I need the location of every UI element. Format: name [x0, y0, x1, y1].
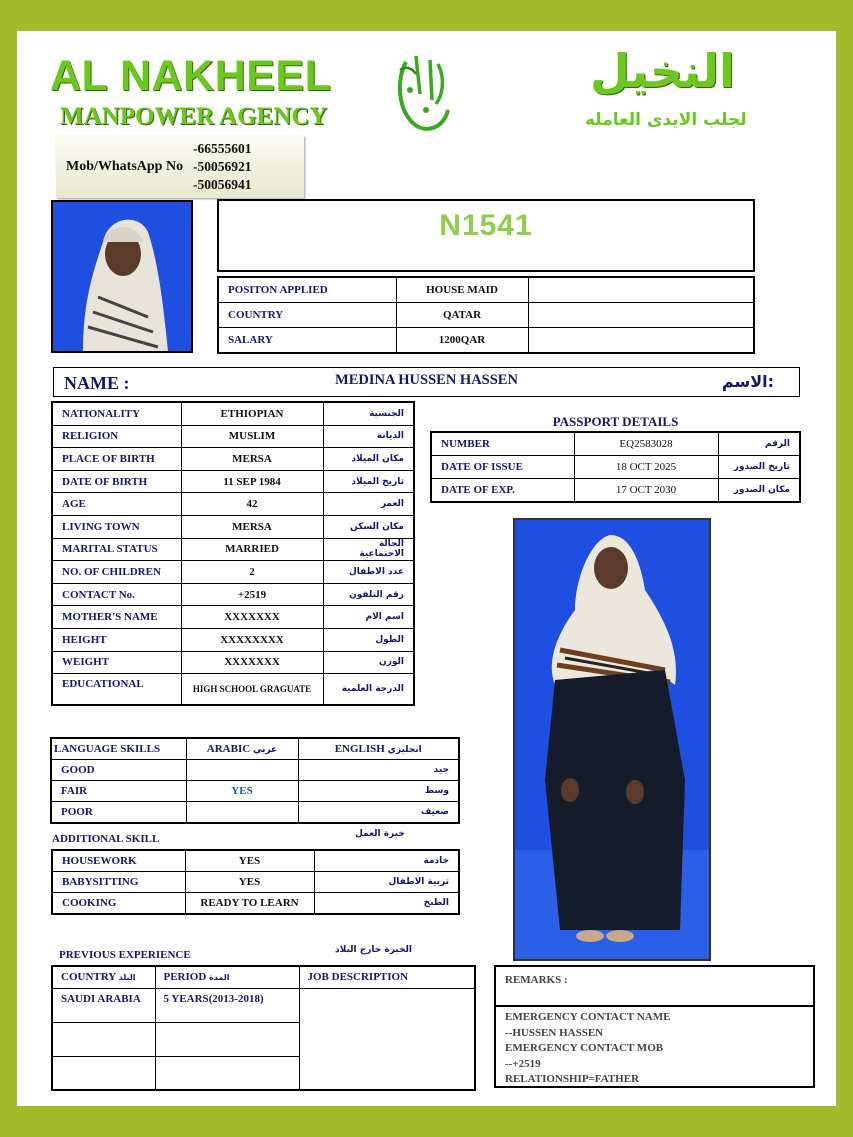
cell-label-ar: الحالة الاجتماعية	[323, 538, 414, 561]
remarks-box	[494, 965, 815, 1088]
cell-label: DATE OF ISSUE	[431, 456, 574, 479]
column-header	[155, 966, 299, 988]
cell-label-ar: ضعيف	[298, 802, 459, 824]
cell-empty	[528, 303, 754, 328]
column-header-text: ARABIC	[206, 743, 251, 755]
cell-label-ar: تاريخ الميلاد	[323, 470, 414, 493]
table-row	[52, 515, 414, 538]
table-row	[52, 674, 414, 705]
cell-label-ar: مكان الصدور	[718, 479, 800, 503]
column-header	[52, 966, 155, 988]
column-header-ar: المدة	[209, 973, 230, 983]
remarks-line: --+2519	[505, 1057, 541, 1070]
cell-value: XXXXXXXX	[181, 628, 323, 651]
table-row	[218, 303, 754, 328]
table-row	[431, 432, 800, 456]
cell-label-ar: الجنسية	[323, 402, 414, 425]
cell-value: MERSA	[181, 515, 323, 538]
cell-value: MUSLIM	[181, 425, 323, 448]
column-header: JOB DESCRIPTION	[299, 966, 475, 988]
cell-label-ar: العمر	[323, 493, 414, 516]
cell-label-ar: الرقم	[718, 432, 800, 456]
cell-value: 42	[181, 493, 323, 516]
name-bar	[53, 367, 800, 397]
cell-label: SALARY	[218, 328, 396, 354]
cell-label: FAIR	[51, 781, 186, 802]
cell-label: DATE OF EXP.	[431, 479, 574, 503]
column-header	[298, 738, 459, 760]
cell-label: HOUSEWORK	[52, 850, 185, 872]
cell-value: YES	[185, 850, 314, 872]
cell-value: XXXXXXX	[181, 606, 323, 629]
logo-subtitle-ar: لجلب الايدى العامله	[585, 110, 747, 130]
table-row	[52, 583, 414, 606]
cell-label: RELIGION	[52, 425, 181, 448]
remarks-label: REMARKS :	[505, 974, 568, 986]
cell-label-ar: جيد	[298, 760, 459, 781]
cell-label: PLACE OF BIRTH	[52, 448, 181, 471]
contact-number: -50056921	[193, 159, 252, 174]
logo-text-en: AL NAKHEEL	[50, 52, 332, 100]
table-row	[51, 760, 459, 781]
remarks-divider	[496, 1005, 813, 1007]
cell-empty	[52, 1056, 155, 1090]
cell-label-ar: رقم التلفون	[323, 583, 414, 606]
cell-label: POOR	[51, 802, 186, 824]
table-row	[52, 425, 414, 448]
cell-label: GOOD	[51, 760, 186, 781]
table-row	[52, 893, 459, 915]
table-row	[52, 850, 459, 872]
cell-label: MARITAL STATUS	[52, 538, 181, 561]
cell-empty	[155, 1022, 299, 1056]
cell-empty	[299, 988, 475, 1090]
cell-label-ar: وسط	[298, 781, 459, 802]
additional-skills-table	[51, 849, 460, 915]
contact-number: -50056941	[193, 177, 252, 192]
cell-label-ar: مكان الميلاد	[323, 448, 414, 471]
cell-label-ar: الدرجة العلمية	[323, 674, 414, 705]
contact-number: -66555601	[193, 141, 252, 156]
remarks-line: EMERGENCY CONTACT NAME	[505, 1011, 671, 1023]
cell-empty	[155, 1056, 299, 1090]
column-header: LANGUAGE SKILLS	[51, 738, 186, 760]
cell-label: POSITON APPLIED	[218, 277, 396, 303]
cell-label: NO. OF CHILDREN	[52, 561, 181, 584]
cell-value: YES	[185, 872, 314, 893]
cell-value: HOUSE MAID	[396, 277, 528, 303]
column-header-ar: عربي	[252, 745, 278, 755]
cell-label: COOKING	[52, 893, 185, 915]
cell-value: 18 OCT 2025	[574, 456, 718, 479]
cell-label-ar: عدد الاطفال	[323, 561, 414, 584]
cell-label-ar: الطول	[323, 628, 414, 651]
cell-value: 11 SEP 1984	[181, 470, 323, 493]
cell-empty	[528, 328, 754, 354]
table-row	[52, 606, 414, 629]
cell-value: MARRIED	[181, 538, 323, 561]
cell-label: BABYSITTING	[52, 872, 185, 893]
table-row	[52, 561, 414, 584]
cell-value	[186, 760, 298, 781]
language-skills-table	[50, 737, 460, 824]
cell-label-ar: الوزن	[323, 651, 414, 674]
personal-info-table	[51, 401, 415, 706]
table-row	[52, 402, 414, 425]
cell-value: +2519	[181, 583, 323, 606]
cell-label-ar: مكان السكن	[323, 515, 414, 538]
column-header-ar: انجليزي	[387, 745, 422, 755]
cell-empty	[52, 1022, 155, 1056]
table-row	[52, 988, 475, 1022]
cell-value: XXXXXXX	[181, 651, 323, 674]
cell-value: QATAR	[396, 303, 528, 328]
cell-value: 1200QAR	[396, 328, 528, 354]
name-label: NAME :	[64, 373, 130, 393]
cell-label: MOTHER'S NAME	[52, 606, 181, 629]
logo-text-ar: النخيل	[590, 44, 735, 98]
calligraphy-logo-icon	[386, 50, 460, 136]
remarks-content	[505, 1010, 670, 1088]
cell-label: CONTACT No.	[52, 583, 181, 606]
cell-value: EQ2583028	[574, 432, 718, 456]
cell-value: SAUDI ARABIA	[52, 988, 155, 1022]
cell-label-ar: تربية الاطفال	[314, 872, 459, 893]
cell-label: WEIGHT	[52, 651, 181, 674]
cell-value: 17 OCT 2030	[574, 479, 718, 503]
passport-table	[430, 431, 801, 503]
contact-label: Mob/WhatsApp No	[66, 159, 184, 174]
remarks-line: RELATIONSHIP=FATHER	[505, 1073, 640, 1086]
cell-label-ar: تاريخ الصدور	[718, 456, 800, 479]
cell-value: 2	[181, 561, 323, 584]
table-row	[52, 651, 414, 674]
reference-box	[217, 199, 755, 272]
table-row	[52, 966, 475, 988]
passport-title: PASSPORT DETAILS	[552, 414, 679, 429]
cell-label: EDUCATIONAL	[52, 674, 181, 705]
cell-label-ar: اسم الام	[323, 606, 414, 629]
full-body-photo	[513, 518, 711, 961]
table-row	[218, 277, 754, 303]
table-row	[51, 738, 459, 760]
table-row	[52, 448, 414, 471]
experience-title: PREVIOUS EXPERIENCE	[59, 949, 191, 961]
table-row	[431, 479, 800, 503]
remarks-line: --HUSSEN HASSEN	[505, 1026, 604, 1039]
cell-value: MERSA	[181, 448, 323, 471]
position-table	[217, 276, 755, 354]
experience-title-ar: الخبرة خارج البلاد	[335, 945, 412, 955]
portrait-photo	[51, 200, 193, 353]
cell-value	[186, 802, 298, 824]
cell-value: 5 YEARS(2013-2018)	[155, 988, 299, 1022]
additional-skill-title-ar: خبرة العمل	[355, 829, 405, 839]
table-row	[52, 538, 414, 561]
table-row	[51, 781, 459, 802]
cell-value: READY TO LEARN	[185, 893, 314, 915]
column-header-text: COUNTRY	[61, 971, 116, 984]
cell-label: NUMBER	[431, 432, 574, 456]
table-row	[52, 493, 414, 516]
cell-value: HIGH SCHOOL GRAGUATE	[181, 674, 323, 705]
column-header-text: PERIOD	[163, 971, 207, 984]
candidate-name: MEDINA HUSSEN HASSEN	[335, 372, 518, 388]
name-label-ar: الاسم:	[721, 372, 774, 391]
cell-label-ar: خادمة	[314, 850, 459, 872]
column-header	[186, 738, 298, 760]
experience-table	[51, 965, 476, 1091]
remarks-line: EMERGENCY CONTACT MOB	[505, 1042, 664, 1055]
cell-label: DATE OF BIRTH	[52, 470, 181, 493]
cell-label-ar: الطبخ	[314, 893, 459, 915]
additional-skill-title: ADDITIONAL SKILL	[52, 833, 160, 845]
logo-subtitle-en: MANPOWER AGENCY	[60, 103, 328, 130]
table-row	[431, 456, 800, 479]
cell-label: LIVING TOWN	[52, 515, 181, 538]
cell-value: ETHIOPIAN	[181, 402, 323, 425]
cell-value: YES	[186, 781, 298, 802]
table-row	[52, 470, 414, 493]
table-row	[51, 802, 459, 824]
column-header-text: ENGLISH	[334, 743, 385, 755]
cell-empty	[528, 277, 754, 303]
reference-code: N1541	[439, 209, 533, 242]
cell-label: NATIONALITY	[52, 402, 181, 425]
cell-label: COUNTRY	[218, 303, 396, 328]
table-row	[52, 872, 459, 893]
cell-label: AGE	[52, 493, 181, 516]
table-row	[218, 328, 754, 354]
column-header-ar: البلد	[118, 973, 136, 983]
table-row	[52, 628, 414, 651]
cell-label-ar: الديانة	[323, 425, 414, 448]
cell-label: HEIGHT	[52, 628, 181, 651]
